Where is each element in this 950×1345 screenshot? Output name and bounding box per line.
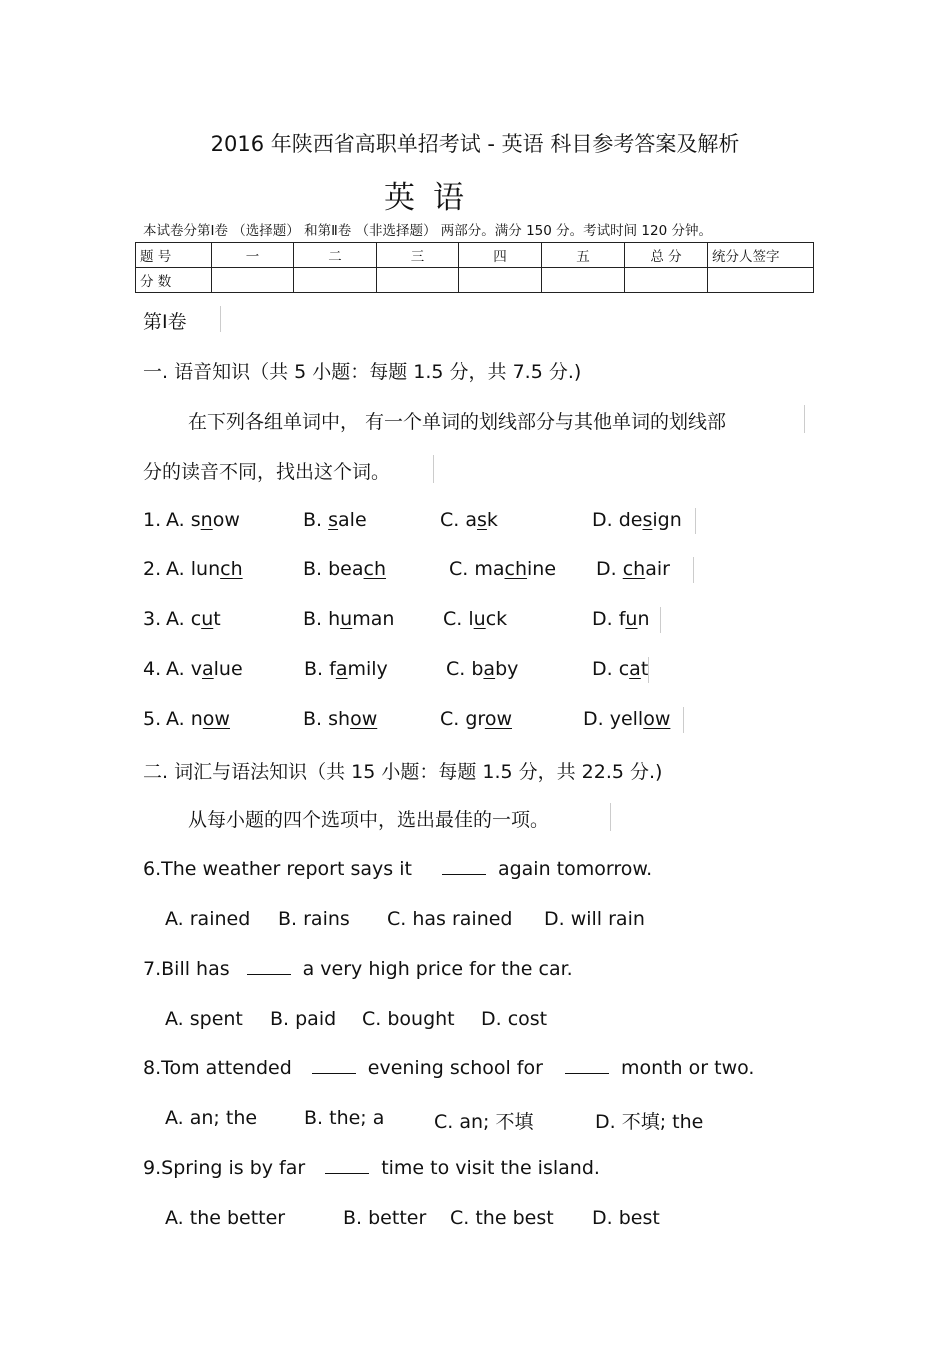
q5-option-a[interactable] bbox=[166, 708, 230, 730]
option-letter: C. bbox=[446, 658, 466, 680]
word-part: t bbox=[640, 658, 649, 680]
word-part: t bbox=[213, 608, 221, 630]
word-part: ale bbox=[338, 509, 367, 531]
score-table-header-row bbox=[136, 243, 814, 268]
q6-option-b[interactable]: B. rains bbox=[278, 908, 350, 930]
q1-option-c[interactable] bbox=[440, 509, 498, 531]
option-letter: D. bbox=[596, 558, 617, 580]
question-7-stem-end: a very high price for the car. bbox=[302, 958, 573, 980]
underlined-part: ow bbox=[350, 708, 378, 730]
header-cell: 二 bbox=[294, 243, 377, 268]
divider bbox=[648, 657, 649, 683]
underlined-part: ch bbox=[622, 558, 646, 580]
header-cell: 三 bbox=[377, 243, 459, 268]
option-letter: C. bbox=[440, 509, 460, 531]
word-part: mily bbox=[347, 658, 388, 680]
word-part: n bbox=[637, 608, 650, 630]
word-part: n bbox=[190, 708, 203, 730]
header-cell: 统分人签字 bbox=[708, 243, 814, 268]
question-number: 4. bbox=[143, 658, 162, 680]
option-letter: A. bbox=[166, 708, 185, 730]
q6-option-c[interactable]: C. has rained bbox=[387, 908, 513, 930]
exam-intro: 本试卷分第Ⅰ卷 （选择题） 和第Ⅱ卷 （非选择题） 两部分。满分 150 分。考试时间 120 分钟。 bbox=[143, 223, 712, 239]
option-letter: B. bbox=[304, 658, 324, 680]
header-cell: 一 bbox=[212, 243, 294, 268]
divider bbox=[433, 455, 434, 483]
score-cell bbox=[294, 268, 377, 293]
question-7-stem bbox=[143, 958, 573, 980]
word-part: yell bbox=[609, 708, 644, 730]
word-part: man bbox=[352, 608, 395, 630]
word-part: lun bbox=[190, 558, 221, 580]
option-letter: C. bbox=[449, 558, 469, 580]
q7-option-b[interactable]: B. paid bbox=[270, 1008, 337, 1030]
underlined-part: ow bbox=[202, 708, 230, 730]
word-part: b bbox=[471, 658, 484, 680]
header-cell: 题 号 bbox=[136, 243, 212, 268]
score-cell bbox=[542, 268, 625, 293]
row-label: 分 数 bbox=[136, 268, 212, 293]
q5-option-c[interactable] bbox=[440, 708, 512, 730]
score-cell bbox=[708, 268, 814, 293]
underlined-part: a bbox=[202, 658, 214, 680]
q4-option-d[interactable] bbox=[592, 658, 648, 680]
word-part: h bbox=[328, 608, 341, 630]
answer-blank[interactable] bbox=[442, 858, 486, 875]
header-cell: 五 bbox=[542, 243, 625, 268]
option-letter: C. bbox=[443, 608, 463, 630]
question-6-stem bbox=[143, 858, 652, 880]
q9-option-a[interactable]: A. the better bbox=[165, 1207, 286, 1229]
q8-option-a[interactable]: A. an; the bbox=[165, 1107, 258, 1129]
word-part: f bbox=[618, 608, 626, 630]
q5-option-b[interactable] bbox=[303, 708, 377, 730]
underlined-part: ch bbox=[504, 558, 528, 580]
section-one-instruction-line1: 在下列各组单词中， 有一个单词的划线部分与其他单词的划线部 bbox=[188, 411, 727, 433]
option-letter: C. bbox=[440, 708, 460, 730]
q3-option-b[interactable] bbox=[303, 608, 394, 630]
q2-option-c[interactable] bbox=[449, 558, 556, 580]
underlined-part: u bbox=[340, 608, 353, 630]
word-part: s bbox=[190, 509, 201, 531]
q8-option-c[interactable]: C. an; 不填 bbox=[434, 1111, 534, 1133]
word-part: gr bbox=[465, 708, 485, 730]
section-two-instruction: 从每小题的四个选项中，选出最佳的一项。 bbox=[188, 809, 550, 831]
option-letter: A. bbox=[166, 608, 185, 630]
word-part: de bbox=[618, 509, 643, 531]
option-letter: A. bbox=[166, 558, 185, 580]
answer-blank[interactable] bbox=[565, 1057, 609, 1074]
word-part: v bbox=[190, 658, 202, 680]
q2-option-d[interactable] bbox=[596, 558, 670, 580]
divider bbox=[610, 803, 611, 831]
question-7-stem-start: 7.Bill has bbox=[143, 958, 230, 980]
word-part: ign bbox=[652, 509, 682, 531]
q7-option-d[interactable]: D. cost bbox=[481, 1008, 548, 1030]
underlined-part: u bbox=[625, 608, 638, 630]
answer-blank[interactable] bbox=[312, 1057, 356, 1074]
document-title: 2016 年陕西省高职单招考试 - 英语 科目参考答案及解析 bbox=[210, 132, 740, 156]
question-9-stem bbox=[143, 1157, 600, 1179]
score-cell bbox=[625, 268, 708, 293]
option-letter: B. bbox=[303, 509, 323, 531]
q6-option-a[interactable]: A. rained bbox=[165, 908, 251, 930]
divider bbox=[693, 557, 694, 583]
word-part: air bbox=[645, 558, 670, 580]
q3-option-a[interactable] bbox=[166, 608, 221, 630]
underlined-part: n bbox=[200, 509, 213, 531]
q6-option-d[interactable]: D. will rain bbox=[544, 908, 645, 930]
q3-option-c[interactable] bbox=[443, 608, 507, 630]
question-8-stem-end: month or two. bbox=[620, 1057, 755, 1079]
section-one-instruction-line2: 分的读音不同，找出这个词。 bbox=[143, 461, 391, 483]
option-letter: A. bbox=[166, 658, 185, 680]
word-part: ine bbox=[527, 558, 557, 580]
question-6-stem-start: 6.The weather report says it bbox=[143, 858, 412, 880]
word-part: c bbox=[190, 608, 202, 630]
divider bbox=[660, 607, 661, 633]
word-part: k bbox=[486, 509, 498, 531]
underlined-part: ch bbox=[220, 558, 243, 580]
word-part: c bbox=[618, 658, 630, 680]
part-one-heading: 第Ⅰ卷 bbox=[143, 311, 187, 333]
divider bbox=[683, 707, 684, 733]
option-letter: B. bbox=[303, 708, 323, 730]
underlined-part: s bbox=[642, 509, 653, 531]
question-8-stem-start: 8.Tom attended bbox=[143, 1057, 292, 1079]
q5-option-d[interactable] bbox=[583, 708, 670, 730]
q7-option-a[interactable]: A. spent bbox=[165, 1008, 243, 1030]
q4-option-a[interactable] bbox=[166, 658, 243, 680]
underlined-part: u bbox=[201, 608, 214, 630]
option-letter: A. bbox=[166, 509, 185, 531]
q8-option-d[interactable]: D. 不填; the bbox=[595, 1111, 704, 1133]
subject-heading: 英语 bbox=[384, 180, 482, 216]
option-letter: B. bbox=[303, 608, 323, 630]
header-cell: 四 bbox=[459, 243, 542, 268]
q9-option-b[interactable]: B. better bbox=[343, 1207, 427, 1229]
score-cell bbox=[212, 268, 294, 293]
underlined-part: u bbox=[473, 608, 486, 630]
word-part: ow bbox=[212, 509, 240, 531]
underlined-part: ow bbox=[643, 708, 671, 730]
divider bbox=[220, 306, 221, 332]
score-cell bbox=[377, 268, 459, 293]
q8-option-b[interactable]: B. the; a bbox=[304, 1107, 385, 1129]
option-letter: D. bbox=[592, 658, 613, 680]
q1-option-b[interactable] bbox=[303, 509, 367, 531]
q1-option-d[interactable] bbox=[592, 509, 682, 531]
header-cell: 总 分 bbox=[625, 243, 708, 268]
question-9-stem-end: time to visit the island. bbox=[381, 1157, 600, 1179]
q7-option-c[interactable]: C. bought bbox=[362, 1008, 455, 1030]
score-cell bbox=[459, 268, 542, 293]
q3-option-d[interactable] bbox=[592, 608, 650, 630]
underlined-part: a bbox=[335, 658, 348, 680]
word-part: sh bbox=[328, 708, 351, 730]
word-part: by bbox=[495, 658, 519, 680]
answer-blank[interactable] bbox=[325, 1157, 369, 1174]
section-one-heading: 一. 语音知识（共 5 小题：每题 1.5 分，共 7.5 分.) bbox=[143, 361, 582, 383]
question-number: 5. bbox=[143, 708, 162, 730]
underlined-part: a bbox=[483, 658, 496, 680]
question-8-stem-middle: evening school for bbox=[367, 1057, 543, 1079]
word-part: lue bbox=[213, 658, 243, 680]
underlined-part: s bbox=[328, 509, 339, 531]
word-part: bea bbox=[328, 558, 364, 580]
option-letter: D. bbox=[583, 708, 604, 730]
word-part: ck bbox=[485, 608, 508, 630]
divider bbox=[695, 508, 696, 534]
q2-option-a[interactable] bbox=[166, 558, 243, 580]
word-part: f bbox=[329, 658, 336, 680]
answer-blank[interactable] bbox=[247, 958, 291, 975]
q4-option-c[interactable] bbox=[446, 658, 518, 680]
underlined-part: s bbox=[477, 509, 487, 531]
question-6-stem-end: again tomorrow. bbox=[497, 858, 653, 880]
word-part: a bbox=[465, 509, 478, 531]
q2-option-b[interactable] bbox=[303, 558, 386, 580]
question-9-stem-start: 9.Spring is by far bbox=[143, 1157, 306, 1179]
q4-option-b[interactable] bbox=[304, 658, 388, 680]
q1-option-a[interactable] bbox=[166, 509, 240, 531]
word-part: l bbox=[468, 608, 474, 630]
underlined-part: ch bbox=[363, 558, 387, 580]
q9-option-d[interactable]: D. best bbox=[592, 1207, 660, 1229]
score-table-score-row bbox=[136, 268, 814, 293]
question-8-stem bbox=[143, 1057, 754, 1079]
underlined-part: ow bbox=[484, 708, 512, 730]
section-two-heading: 二. 词汇与语法知识（共 15 小题：每题 1.5 分，共 22.5 分.) bbox=[143, 761, 663, 783]
option-letter: B. bbox=[303, 558, 323, 580]
score-table bbox=[135, 242, 814, 293]
option-letter: D. bbox=[592, 509, 613, 531]
option-letter: D. bbox=[592, 608, 613, 630]
question-number: 2. bbox=[143, 558, 162, 580]
underlined-part: a bbox=[629, 658, 641, 680]
question-number: 3. bbox=[143, 608, 162, 630]
q9-option-c[interactable]: C. the best bbox=[450, 1207, 554, 1229]
divider bbox=[804, 405, 805, 433]
question-number: 1. bbox=[143, 509, 162, 531]
word-part: ma bbox=[474, 558, 505, 580]
